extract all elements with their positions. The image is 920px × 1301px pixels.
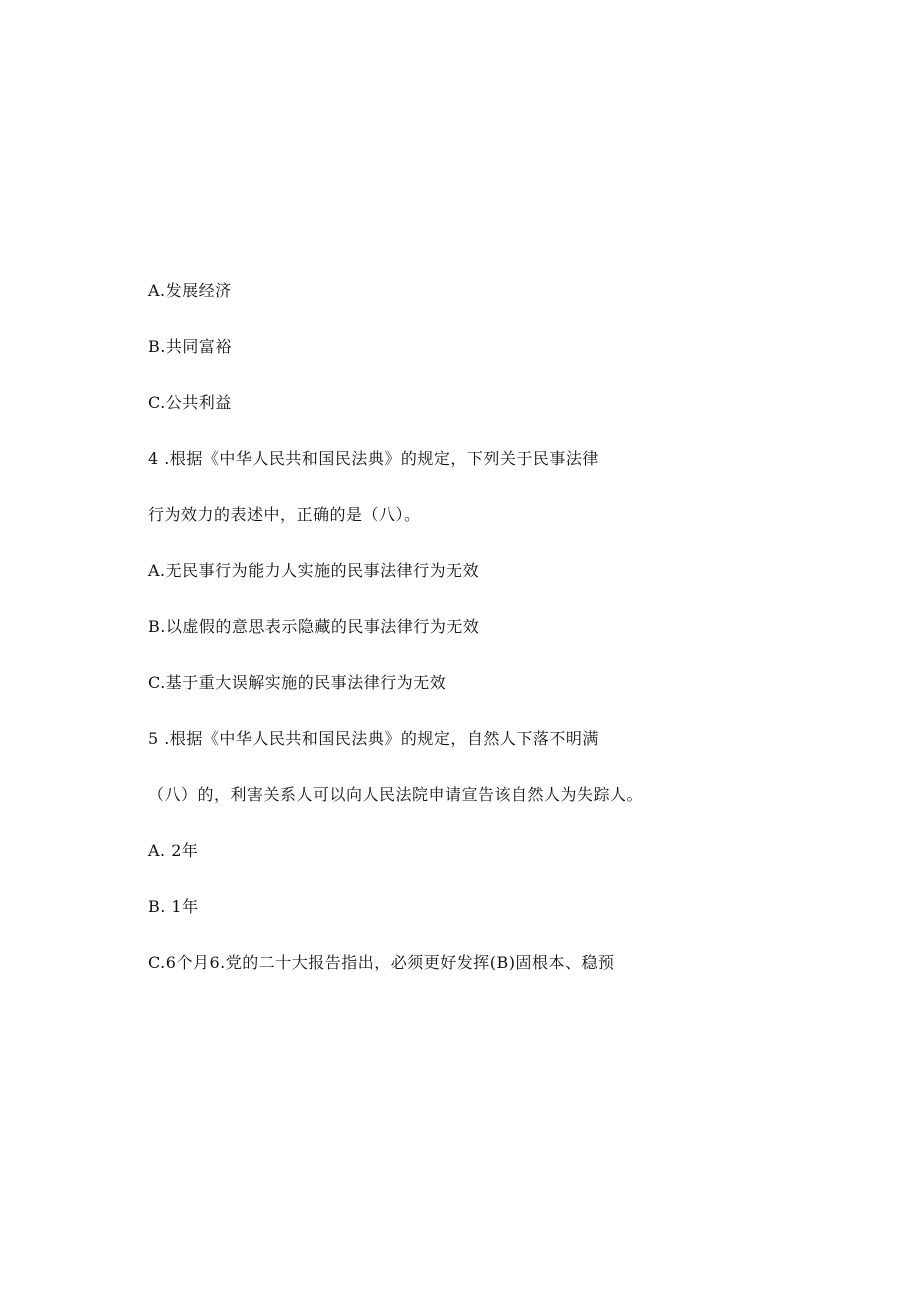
- q5-option-b: B. 1年: [148, 897, 199, 916]
- q3-option-c: C.公共利益: [148, 393, 232, 412]
- q4-option-b: B.以虚假的意思表示隐藏的民事法律行为无效: [148, 617, 480, 636]
- q5-stem-line-1: 5 .根据《中华人民共和国民法典》的规定，自然人下落不明满: [148, 729, 599, 748]
- q5-stem-line-2: （八）的，利害关系人可以向人民法院申请宣告该自然人为失踪人。: [148, 785, 644, 804]
- q4-stem-line-1: 4 .根据《中华人民共和国民法典》的规定，下列关于民事法律: [148, 449, 599, 468]
- q5-option-c-and-q6-start: C.6个月6.党的二十大报告指出，必须更好发挥(B)固根本、稳预: [148, 953, 615, 972]
- q4-stem-line-2: 行为效力的表述中，正确的是（八）。: [148, 505, 421, 524]
- q3-option-a: A.发展经济: [148, 281, 232, 300]
- q5-option-a: A. 2年: [148, 841, 199, 860]
- q3-option-b: B.共同富裕: [148, 337, 232, 356]
- q4-option-c: C.基于重大误解实施的民事法律行为无效: [148, 673, 447, 692]
- q4-option-a: A.无民事行为能力人实施的民事法律行为无效: [148, 561, 480, 580]
